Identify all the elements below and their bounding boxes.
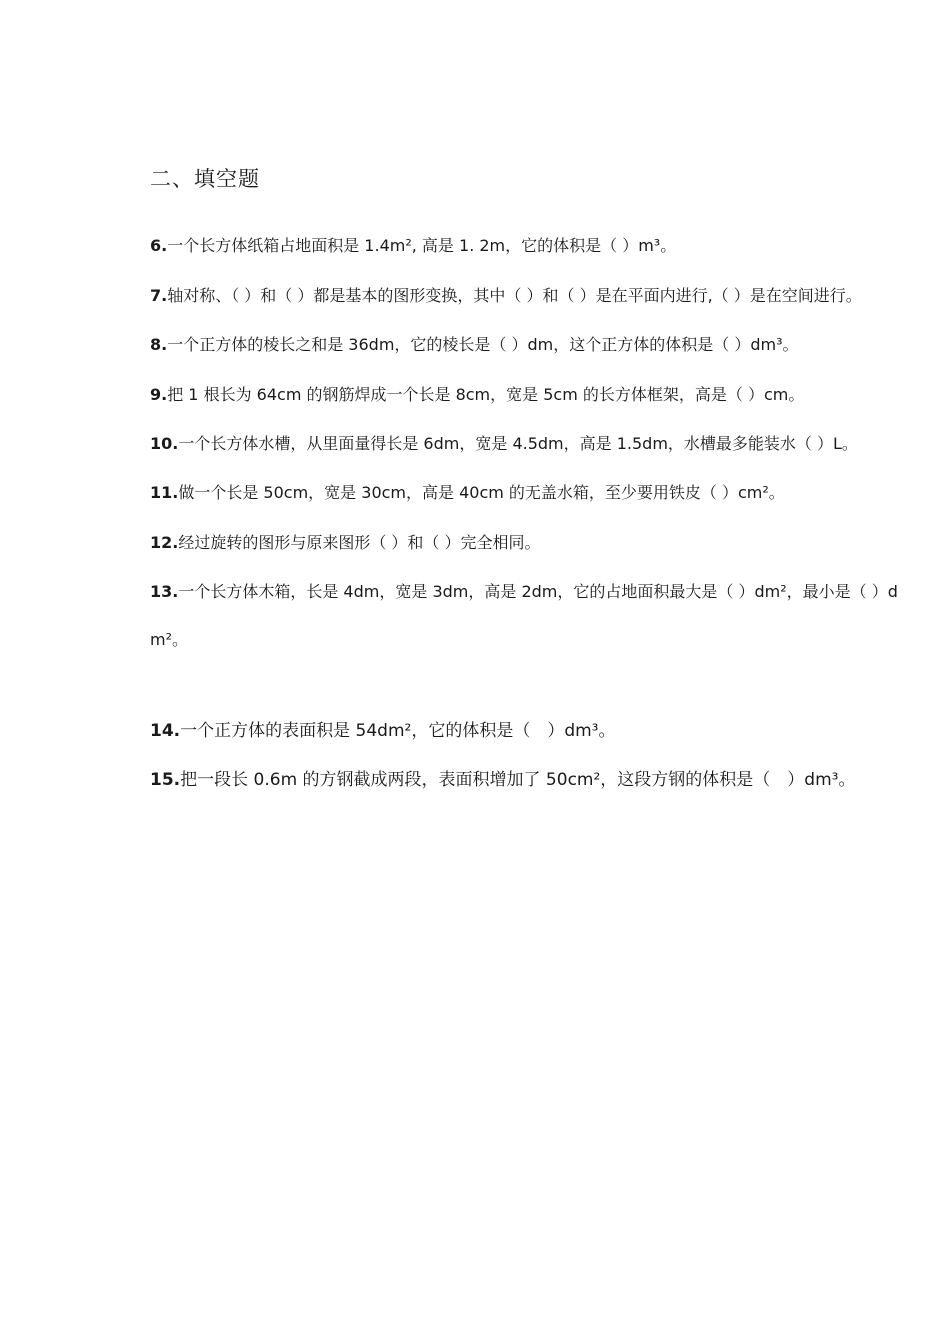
question-7: [150, 286, 870, 306]
question-6: [150, 236, 870, 256]
question-text: 一个长方体木箱，长是 4dm，宽是 3dm，高是 2dm，它的占地面积最大是（ ）dm²，最小是（ ）d: [178, 582, 898, 601]
question-13: [150, 582, 898, 602]
question-text: 把 1 根长为 64cm 的钢筋焊成一个长是 8cm，宽是 5cm 的长方体框架，高是（ ）cm。: [167, 385, 805, 404]
question-10: [150, 434, 870, 454]
question-text: 一个正方体的表面积是 54dm²，它的体积是（ ）dm³。: [180, 721, 616, 741]
question-number: 9.: [150, 385, 168, 404]
section-title: 二、填空题: [150, 167, 260, 191]
question-number: 10.: [150, 434, 179, 453]
question-9: [150, 385, 870, 405]
question-number: 14.: [150, 721, 181, 741]
question-number: 7.: [150, 286, 168, 305]
question-11: [150, 483, 870, 503]
question-number: 8.: [150, 335, 168, 354]
question-text: 一个长方体纸箱占地面积是 1.4m², 高是 1. 2m，它的体积是（ ）m³。: [167, 236, 677, 255]
question-text: 一个正方体的棱长之和是 36dm，它的棱长是（ ）dm，这个正方体的体积是（ ）dm³。: [167, 335, 799, 354]
question-13-continuation: m²。: [150, 630, 189, 649]
question-12: [150, 533, 870, 553]
question-15: [150, 770, 870, 790]
question-number: 15.: [150, 770, 181, 790]
question-text: 把一段长 0.6m 的方钢截成两段，表面积增加了 50cm²，这段方钢的体积是（ ）dm³。: [180, 770, 856, 790]
question-text: 经过旋转的图形与原来图形（ ）和（ ）完全相同。: [178, 533, 541, 552]
question-number: 11.: [150, 483, 179, 502]
question-number: 13.: [150, 582, 179, 601]
question-number: 6.: [150, 236, 168, 255]
question-14: [150, 721, 870, 741]
question-number: 12.: [150, 533, 179, 552]
question-text: 做一个长是 50cm，宽是 30cm，高是 40cm 的无盖水箱，至少要用铁皮（ ）cm²。: [178, 483, 785, 502]
question-8: [150, 335, 870, 355]
question-text: 一个长方体水槽，从里面量得长是 6dm，宽是 4.5dm，高是 1.5dm，水槽最多能装水（ ）L。: [178, 434, 858, 453]
question-text: 轴对称、（ ）和（ ）都是基本的图形变换，其中（ ）和（ ）是在平面内进行,（ ）是在空间进行。: [167, 286, 862, 305]
